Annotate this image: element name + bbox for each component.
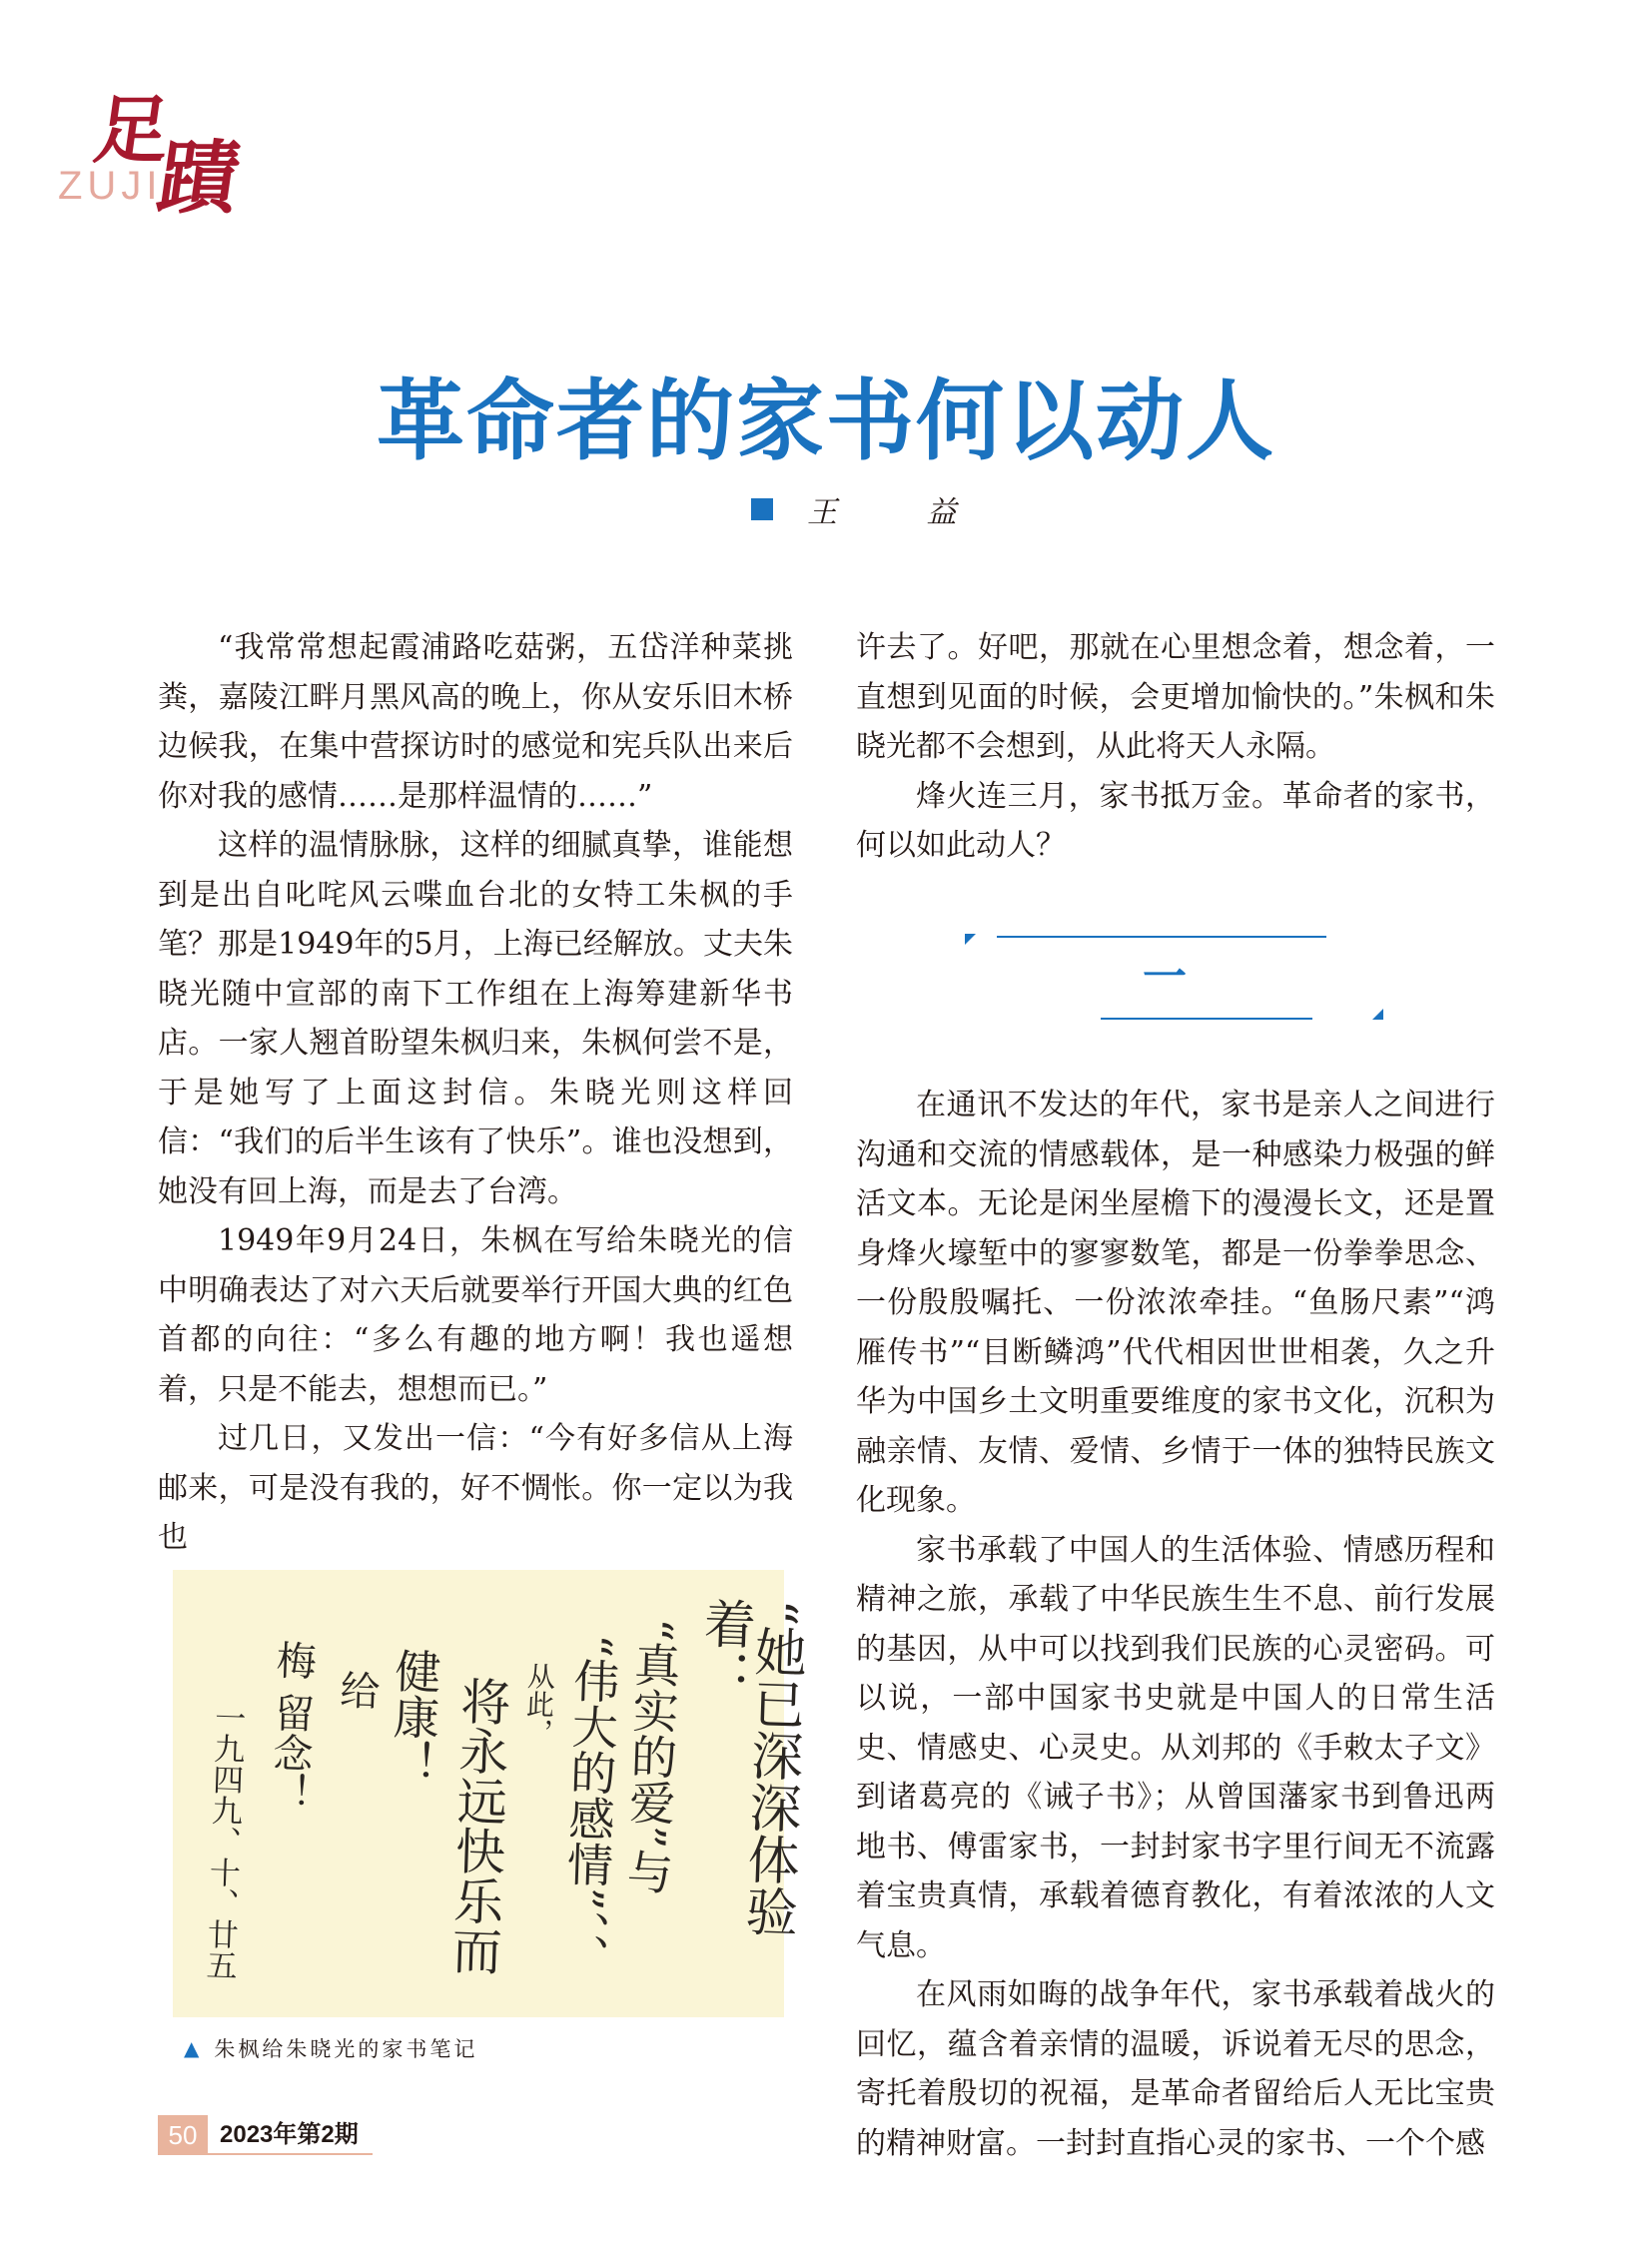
- paragraph: 家书承载了中国人的生活体验、情感历程和精神之旅，承载了中华民族生生不息、前行发展的基因，从中可以找到我们民族的心灵密码。可以说，一部中国家书史就是中国人的日常生活史、情感史、心灵史。从刘邦的《手敕太子文》到诸葛亮的《诫子书》；从曾国藩家书到鲁迅两地书、傅雷家书，一封封家书字里行间无不流露着宝贵真情，承载着德育教化，有着浓浓的人文气息。: [856, 1532, 1495, 1963]
- corner-triangle-icon: [965, 934, 976, 945]
- issue-label: 2023年第2期: [208, 2115, 373, 2155]
- article-title: 革命者的家书何以动人: [376, 370, 1275, 472]
- logo-char-2: 蹟: [152, 131, 246, 225]
- handwriting-line: 一九四九、十、廿五: [200, 1701, 246, 1981]
- masthead-logo: [52, 72, 252, 225]
- page-number: 50: [158, 2115, 208, 2155]
- section-number: 一: [1143, 952, 1187, 1003]
- paragraph: 这样的温情脉脉，这样的细腻真挚，谁能想到是出自叱咤风云喋血台北的女特工朱枫的手笔？那是1949年的5月，上海已经解放。丈夫朱晓光随中宣部的南下工作组在上海筹建新华书店。一家人翘首盼望朱枫归来，朱枫何尝不是，于是她写了上面这封信。朱晓光则这样回信：“我们的后半生该有了快乐”。谁也没想到，她没有回上海，而是去了台湾。: [158, 828, 793, 1209]
- image-caption: [184, 2033, 477, 2063]
- divider-line: [997, 936, 1326, 938]
- paragraph: “我常常想起霞浦路吃菇粥，五岱洋种菜挑粪，嘉陵江畔月黑风高的晚上，你从安乐旧木桥边候我，在集中营探访时的感觉和宪兵队出来后你对我的感情……是那样温情的……”: [158, 630, 793, 814]
- handwriting-line: 梅 留念！: [265, 1639, 317, 1814]
- author-name: 王 益: [807, 495, 997, 530]
- paragraph: 在风雨如晦的战争年代，家书承载着战火的回忆，蕴含着亲情的温暖，诉说着无尽的思念，寄托着殷切的祝福，是革命者留给后人无比宝贵的精神财富。一封封直指心灵的家书、一个个感: [856, 1977, 1495, 2161]
- paragraph: 过几日，又发出一信：“今有好多信从上海邮来，可是没有我的，好不惆怅。你一定以为我也: [158, 1421, 793, 1555]
- byline: [751, 487, 997, 531]
- paragraph: 在通讯不发达的年代，家书是亲人之间进行沟通和交流的情感载体，是一种感染力极强的鲜活文本。无论是闲坐屋檐下的漫漫长文，还是置身烽火壕堑中的寥寥数笔，都是一份拳拳思念、一份殷殷嘱托、一份浓浓牵挂。“鱼肠尺素”“鸿雁传书”“目断鳞鸿”代代相因世世相袭，久之升华为中国乡土文明重要维度的家书文化，沉积为融亲情、友情、爱情、乡情于一体的独特民族文化现象。: [856, 1088, 1495, 1518]
- handwriting-line: 给: [333, 1669, 381, 1711]
- page-footer: [158, 2115, 373, 2155]
- handwritten-letter-image: [173, 1570, 808, 2017]
- corner-triangle-icon: [1372, 1009, 1383, 1020]
- handwriting-line: 从此，: [520, 1661, 557, 1747]
- byline-square-icon: [751, 498, 773, 520]
- paragraph: 烽火连三月，家书抵万金。革命者的家书，何以如此动人？: [856, 778, 1495, 863]
- paragraph: 1949年9月24日，朱枫在写给朱晓光的信中明确表达了对六天后就要举行开国大典的红色首都的向往：“多么有趣的地方啊！我也遥想着，只是不能去，想想而已。”: [158, 1223, 793, 1407]
- triangle-up-icon: ▲: [184, 2036, 203, 2060]
- divider-line: [1101, 1018, 1312, 1020]
- logo-char-1: 足: [89, 88, 176, 174]
- paragraph-continuation: 许去了。好吧，那就在心里想念着，想念着，一直想到见面的时候，会更增加愉快的。”朱枫和朱晓光都不会想到，从此将天人永隔。: [856, 630, 1495, 764]
- right-column-top: [856, 623, 1495, 871]
- right-column-section: [856, 1081, 1495, 2168]
- handwriting-line: “伟大的感情”、、: [555, 1633, 623, 1980]
- caption-text: 朱枫给朱晓光的家书笔记: [214, 2037, 478, 2061]
- left-column: [158, 623, 793, 1563]
- handwriting-line: “真实的爱”与: [619, 1617, 683, 1895]
- handwriting-line: “她已深深体验着：: [691, 1596, 808, 1938]
- handwriting-line: 将永远快乐而: [442, 1675, 512, 1976]
- logo-latin: ZUJI: [58, 164, 163, 208]
- handwriting-line: 健康！: [384, 1647, 443, 1787]
- section-marker: [965, 924, 1388, 1028]
